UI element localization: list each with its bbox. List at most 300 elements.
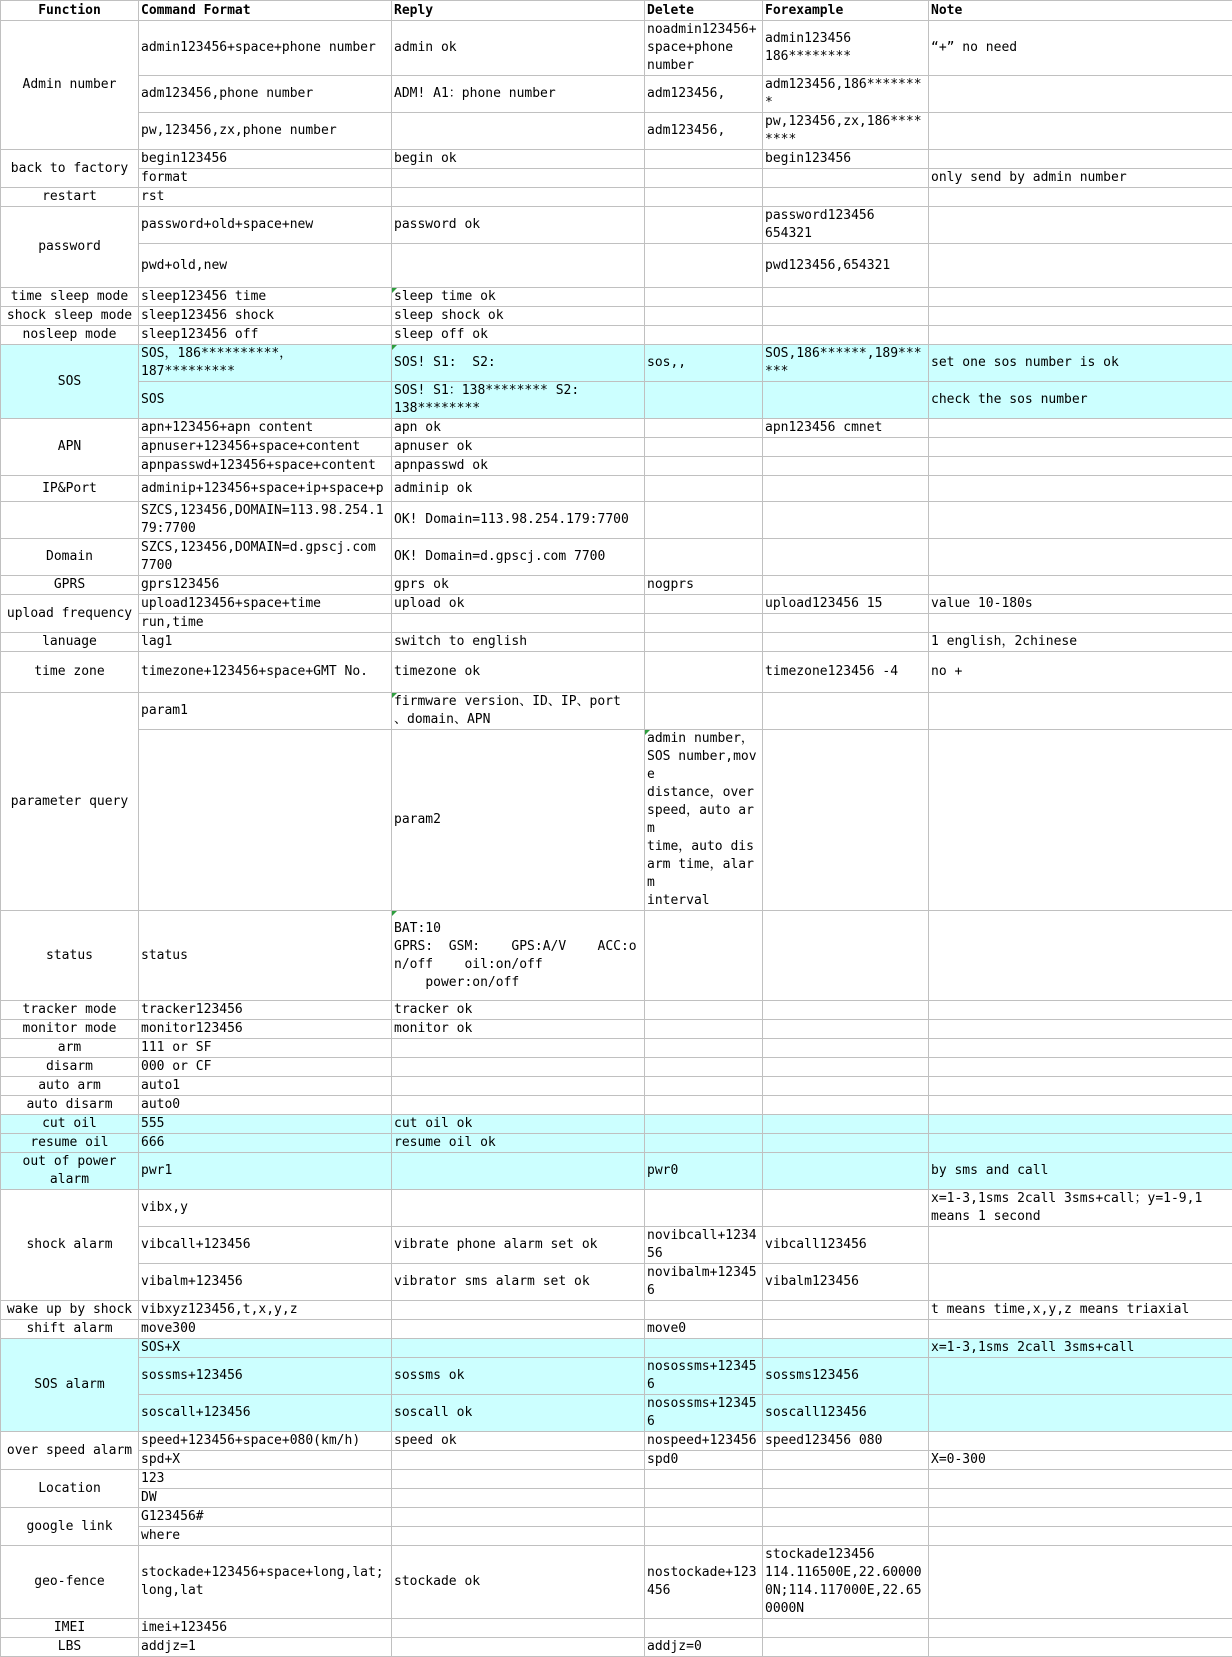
cell-reply <box>392 1096 645 1115</box>
cell-function: GPRS <box>1 576 139 595</box>
cell-forexample <box>763 1527 929 1546</box>
cell-forexample <box>763 1190 929 1227</box>
cell-command-format: upload123456+space+time <box>139 595 392 614</box>
cell-delete: noadmin123456+ space+phone number <box>645 21 763 76</box>
cell-delete: novibalm+12345 6 <box>645 1264 763 1301</box>
cell-command-format: vibalm+123456 <box>139 1264 392 1301</box>
cell-command-format: lag1 <box>139 633 392 652</box>
cell-command-format: vibx,y <box>139 1190 392 1227</box>
cell-forexample <box>763 1077 929 1096</box>
header-reply: Reply <box>392 1 645 21</box>
cell-command-format: apn+123456+apn content <box>139 419 392 438</box>
cell-note: x=1-3,1sms 2call 3sms+call；y=1-9,1 means 1 second <box>929 1190 1232 1227</box>
cell-forexample <box>763 614 929 633</box>
cell-command-format: password+old+space+new <box>139 207 392 244</box>
table-row <box>1 457 1232 476</box>
table-row <box>1 1395 1232 1432</box>
header-function: Function <box>1 1 139 21</box>
cell-forexample <box>763 576 929 595</box>
cell-command-format: adm123456,phone number <box>139 76 392 113</box>
table-row <box>1 419 1232 438</box>
cell-delete <box>645 539 763 576</box>
cell-function: time zone <box>1 652 139 693</box>
cell-delete: nosossms+12345 6 <box>645 1395 763 1432</box>
cell-function: out of power alarm <box>1 1153 139 1190</box>
cell-delete: spd0 <box>645 1451 763 1470</box>
cell-command-format: gprs123456 <box>139 576 392 595</box>
cell-reply <box>392 1320 645 1339</box>
table-row <box>1 345 1232 382</box>
cell-function: shock alarm <box>1 1190 139 1301</box>
cell-reply: apnpasswd ok <box>392 457 645 476</box>
cell-delete <box>645 307 763 326</box>
cell-forexample: apn123456 cmnet <box>763 419 929 438</box>
table-row <box>1 1546 1232 1619</box>
cell-function: APN <box>1 419 139 476</box>
cell-delete: nospeed+123456 <box>645 1432 763 1451</box>
cell-command-format: rst <box>139 188 392 207</box>
cell-delete <box>645 1134 763 1153</box>
cell-delete <box>645 1619 763 1638</box>
cell-function: password <box>1 207 139 288</box>
cell-note <box>929 1508 1232 1527</box>
cell-reply: sleep off ok <box>392 326 645 345</box>
cell-reply: tracker ok <box>392 1001 645 1020</box>
cell-forexample <box>763 1115 929 1134</box>
cell-reply <box>392 1039 645 1058</box>
cell-note <box>929 307 1232 326</box>
table-body <box>1 21 1232 1657</box>
cell-note <box>929 1395 1232 1432</box>
cell-command-format: SZCS,123456,DOMAIN=d.gpscj.com 7700 <box>139 539 392 576</box>
cell-forexample <box>763 438 929 457</box>
cell-function: IMEI <box>1 1619 139 1638</box>
cell-forexample <box>763 457 929 476</box>
cell-reply: speed ok <box>392 1432 645 1451</box>
cell-function: wake up by shock <box>1 1301 139 1320</box>
cell-function: monitor mode <box>1 1020 139 1039</box>
cell-forexample: vibcall123456 <box>763 1227 929 1264</box>
cell-note: 1 english，2chinese <box>929 633 1232 652</box>
cell-reply: sossms ok <box>392 1358 645 1395</box>
cell-command-format: format <box>139 169 392 188</box>
table-row <box>1 1153 1232 1190</box>
cell-forexample: speed123456 080 <box>763 1432 929 1451</box>
cell-delete <box>645 614 763 633</box>
cell-note: set one sos number is ok <box>929 345 1232 382</box>
cell-command-format: param1 <box>139 693 392 730</box>
cell-forexample <box>763 1470 929 1489</box>
table-row <box>1 595 1232 614</box>
table-row <box>1 911 1232 1001</box>
cell-note <box>929 1638 1232 1657</box>
cell-command-format: G123456# <box>139 1508 392 1527</box>
cell-delete <box>645 188 763 207</box>
cell-delete <box>645 633 763 652</box>
cell-forexample <box>763 188 929 207</box>
cell-reply <box>392 1638 645 1657</box>
table-row <box>1 76 1232 113</box>
cell-reply: begin ok <box>392 150 645 169</box>
cell-note <box>929 576 1232 595</box>
table-row <box>1 1451 1232 1470</box>
cell-note <box>929 1320 1232 1339</box>
cell-note <box>929 1527 1232 1546</box>
cell-reply: adminip ok <box>392 476 645 502</box>
cell-delete: nosossms+12345 6 <box>645 1358 763 1395</box>
cell-function <box>1 502 139 539</box>
cell-note <box>929 539 1232 576</box>
cell-note <box>929 207 1232 244</box>
cell-forexample <box>763 539 929 576</box>
cell-forexample: stockade123456 114.116500E,22.60000 0N;114.117000E,22.65 0000N <box>763 1546 929 1619</box>
cell-function: nosleep mode <box>1 326 139 345</box>
cell-reply: resume oil ok <box>392 1134 645 1153</box>
cell-note: by sms and call <box>929 1153 1232 1190</box>
cell-function: LBS <box>1 1638 139 1657</box>
cell-forexample <box>763 476 929 502</box>
cell-note <box>929 1358 1232 1395</box>
cell-reply: cut oil ok <box>392 1115 645 1134</box>
table-row <box>1 1264 1232 1301</box>
cell-reply: apn ok <box>392 419 645 438</box>
cell-forexample: admin123456 186******** <box>763 21 929 76</box>
table-row <box>1 1077 1232 1096</box>
cell-note <box>929 419 1232 438</box>
cell-note <box>929 1077 1232 1096</box>
cell-command-format: SZCS,123456,DOMAIN=113.98.254.1 79:7700 <box>139 502 392 539</box>
cell-note <box>929 693 1232 730</box>
cell-forexample <box>763 307 929 326</box>
table-row <box>1 1508 1232 1527</box>
cell-forexample <box>763 1508 929 1527</box>
cell-forexample <box>763 326 929 345</box>
cell-delete <box>645 288 763 307</box>
cell-forexample <box>763 1301 929 1320</box>
cell-forexample: vibalm123456 <box>763 1264 929 1301</box>
cell-reply: vibrate phone alarm set ok <box>392 1227 645 1264</box>
cell-delete: adm123456, <box>645 113 763 150</box>
cell-note: only send by admin number <box>929 169 1232 188</box>
cell-command-format: adminip+123456+space+ip+space+p <box>139 476 392 502</box>
table-row <box>1 1320 1232 1339</box>
cell-command-format: pwr1 <box>139 1153 392 1190</box>
cell-command-format: addjz=1 <box>139 1638 392 1657</box>
cell-function: SOS alarm <box>1 1339 139 1432</box>
cell-command-format: DW <box>139 1489 392 1508</box>
table-row <box>1 288 1232 307</box>
cell-reply <box>392 1058 645 1077</box>
cell-note <box>929 1058 1232 1077</box>
cell-delete <box>645 1115 763 1134</box>
table-row <box>1 614 1232 633</box>
cell-forexample <box>763 1020 929 1039</box>
cell-command-format: spd+X <box>139 1451 392 1470</box>
cell-function: back to factory <box>1 150 139 188</box>
cell-function: auto arm <box>1 1077 139 1096</box>
cell-function: Admin number <box>1 21 139 150</box>
cell-delete <box>645 169 763 188</box>
cell-note <box>929 1115 1232 1134</box>
header-delete: Delete <box>645 1 763 21</box>
cell-reply: admin number，SOS number,move distance，overspeed，auto arm time，auto disarm time，alarm interval <box>645 730 763 911</box>
header-command-format: Command Format <box>139 1 392 21</box>
table-row <box>1 1432 1232 1451</box>
cell-delete <box>645 1020 763 1039</box>
table-row <box>1 693 1232 730</box>
cell-function: SOS <box>1 345 139 419</box>
cell-command-format: status <box>139 911 392 1001</box>
cell-note <box>929 188 1232 207</box>
cell-command-format: imei+123456 <box>139 1619 392 1638</box>
cell-reply: BAT:10 GPRS: GSM: GPS:A/V ACC:o n/off oil:on/off power:on/off <box>392 911 645 1001</box>
table-row <box>1 150 1232 169</box>
cell-reply: OK! Domain=d.gpscj.com 7700 <box>392 539 645 576</box>
cell-forexample: pw,123456,zx,186**** **** <box>763 113 929 150</box>
cell-delete <box>645 1001 763 1020</box>
cell-note <box>929 1134 1232 1153</box>
table-row <box>1 1619 1232 1638</box>
cell-command-format: 555 <box>139 1115 392 1134</box>
cell-forexample <box>763 1001 929 1020</box>
cell-note: check the sos number <box>929 382 1232 419</box>
cell-delete <box>645 1039 763 1058</box>
cell-command-format: timezone+123456+space+GMT No. <box>139 652 392 693</box>
table-row <box>1 169 1232 188</box>
cell-command-format: run,time <box>139 614 392 633</box>
cell-note <box>929 76 1232 113</box>
cell-reply <box>392 188 645 207</box>
cell-reply <box>392 169 645 188</box>
cell-delete <box>645 1058 763 1077</box>
cell-note <box>929 1227 1232 1264</box>
cell-note <box>929 1020 1232 1039</box>
cell-reply: soscall ok <box>392 1395 645 1432</box>
cell-reply: monitor ok <box>392 1020 645 1039</box>
cell-reply <box>392 1301 645 1320</box>
table-row <box>1 1058 1232 1077</box>
cell-command-format: pw,123456,zx,phone number <box>139 113 392 150</box>
cell-command-format: soscall+123456 <box>139 1395 392 1432</box>
cell-command-format: sleep123456 shock <box>139 307 392 326</box>
cell-reply: ADM! A1：phone number <box>392 76 645 113</box>
cell-forexample: SOS,186******,189*** *** <box>763 345 929 382</box>
cell-note <box>929 476 1232 502</box>
table-row <box>1 1134 1232 1153</box>
cell-forexample <box>763 1096 929 1115</box>
table-row <box>1 1638 1232 1657</box>
cell-function: status <box>1 911 139 1001</box>
cell-delete <box>645 150 763 169</box>
cell-note <box>929 1619 1232 1638</box>
cell-delete <box>645 1470 763 1489</box>
table-row <box>1 1227 1232 1264</box>
cell-forexample <box>763 1058 929 1077</box>
cell-reply: admin ok <box>392 21 645 76</box>
cell-forexample <box>763 382 929 419</box>
cell-note <box>929 614 1232 633</box>
table-row <box>1 476 1232 502</box>
cell-delete <box>645 502 763 539</box>
table-row <box>1 1470 1232 1489</box>
cell-reply <box>392 1508 645 1527</box>
cell-forexample <box>763 1638 929 1657</box>
table-row <box>1 188 1232 207</box>
table-row <box>1 21 1232 76</box>
cell-command-format: auto0 <box>139 1096 392 1115</box>
cell-delete <box>645 419 763 438</box>
cell-function: tracker mode <box>1 1001 139 1020</box>
cell-forexample <box>763 1039 929 1058</box>
cell-delete <box>645 476 763 502</box>
cell-delete: novibcall+1234 56 <box>645 1227 763 1264</box>
cell-function: restart <box>1 188 139 207</box>
cell-reply <box>392 1489 645 1508</box>
cell-forexample <box>763 633 929 652</box>
cell-note <box>929 1264 1232 1301</box>
cell-function: shock sleep mode <box>1 307 139 326</box>
cell-delete <box>763 730 929 911</box>
cell-delete <box>645 595 763 614</box>
cell-delete <box>645 1096 763 1115</box>
cell-function: cut oil <box>1 1115 139 1134</box>
cell-reply: switch to english <box>392 633 645 652</box>
cell-command-format: SOS <box>139 382 392 419</box>
cell-delete: nogprs <box>645 576 763 595</box>
cell-note: t means time,x,y,z means triaxial <box>929 1301 1232 1320</box>
cell-function: disarm <box>1 1058 139 1077</box>
table-row <box>1 207 1232 244</box>
cell-command-format: move300 <box>139 1320 392 1339</box>
cell-reply <box>392 1470 645 1489</box>
cell-forexample <box>763 288 929 307</box>
cell-command-format: 111 or SF <box>139 1039 392 1058</box>
cell-forexample <box>763 1489 929 1508</box>
cell-forexample: timezone123456 -4 <box>763 652 929 693</box>
cell-function: geo-fence <box>1 1546 139 1619</box>
table-row <box>1 502 1232 539</box>
table-row <box>1 1301 1232 1320</box>
cell-forexample: soscall123456 <box>763 1395 929 1432</box>
cell-reply <box>392 1527 645 1546</box>
table-row <box>1 539 1232 576</box>
table-row <box>1 1096 1232 1115</box>
cell-reply <box>392 244 645 288</box>
cell-delete: move0 <box>645 1320 763 1339</box>
cell-delete <box>645 457 763 476</box>
cell-reply: upload ok <box>392 595 645 614</box>
cell-reply <box>392 1153 645 1190</box>
header-forexample: Forexample <box>763 1 929 21</box>
cell-note <box>929 1432 1232 1451</box>
cell-delete <box>645 438 763 457</box>
cell-reply: SOS! S1：138******** S2: 138******** <box>392 382 645 419</box>
cell-delete: sos,, <box>645 345 763 382</box>
table-row <box>1 1489 1232 1508</box>
cell-function <box>139 730 392 911</box>
cell-note <box>929 911 1232 1001</box>
cell-note <box>929 326 1232 345</box>
cell-forexample: upload123456 15 <box>763 595 929 614</box>
cell-delete: adm123456, <box>645 76 763 113</box>
table-row <box>1 1190 1232 1227</box>
cell-function: arm <box>1 1039 139 1058</box>
cell-function: upload frequency <box>1 595 139 633</box>
cell-forexample <box>763 1339 929 1358</box>
cell-delete: nostockade+123 456 <box>645 1546 763 1619</box>
cell-reply <box>392 1451 645 1470</box>
cell-note <box>929 113 1232 150</box>
cell-note: no + <box>929 652 1232 693</box>
table-row <box>1 633 1232 652</box>
cell-command-format: vibxyz123456,t,x,y,z <box>139 1301 392 1320</box>
cell-reply: password ok <box>392 207 645 244</box>
table-row <box>1 1115 1232 1134</box>
cell-note <box>929 1001 1232 1020</box>
cell-reply <box>392 614 645 633</box>
cell-reply: OK! Domain=113.98.254.179:7700 <box>392 502 645 539</box>
cell-delete <box>645 207 763 244</box>
cell-delete <box>645 1301 763 1320</box>
cell-forexample <box>763 1451 929 1470</box>
cell-delete: addjz=0 <box>645 1638 763 1657</box>
cell-note <box>929 1470 1232 1489</box>
table-row <box>1 1527 1232 1546</box>
cell-delete <box>645 382 763 419</box>
header-row <box>1 1 1232 21</box>
cell-forexample: password123456 654321 <box>763 207 929 244</box>
cell-note: X=0-300 <box>929 1451 1232 1470</box>
cell-command-format: pwd+old,new <box>139 244 392 288</box>
cell-forexample <box>763 1134 929 1153</box>
cell-forexample: pwd123456,654321 <box>763 244 929 288</box>
cell-command-format: vibcall+123456 <box>139 1227 392 1264</box>
cell-delete <box>645 1489 763 1508</box>
table-row <box>1 326 1232 345</box>
table-row <box>1 1339 1232 1358</box>
cell-note: x=1-3,1sms 2call 3sms+call <box>929 1339 1232 1358</box>
table-row <box>1 1001 1232 1020</box>
table-row <box>1 1020 1232 1039</box>
table-row <box>1 730 1232 911</box>
cell-forexample <box>929 730 1232 911</box>
cell-forexample <box>763 693 929 730</box>
cell-forexample: begin123456 <box>763 150 929 169</box>
cell-command-format: apnpasswd+123456+space+content <box>139 457 392 476</box>
cell-note <box>929 1096 1232 1115</box>
cell-delete <box>645 326 763 345</box>
cell-function: time sleep mode <box>1 288 139 307</box>
cell-forexample <box>763 169 929 188</box>
cell-delete <box>645 1190 763 1227</box>
cell-command-format: sossms+123456 <box>139 1358 392 1395</box>
cell-note <box>929 288 1232 307</box>
cell-delete <box>645 1527 763 1546</box>
cell-note <box>929 1546 1232 1619</box>
cell-reply <box>392 1339 645 1358</box>
cell-function: parameter query <box>1 693 139 911</box>
cell-reply: sleep shock ok <box>392 307 645 326</box>
table-row <box>1 438 1232 457</box>
cell-reply: SOS! S1: S2: <box>392 345 645 382</box>
cell-reply <box>392 1190 645 1227</box>
cell-delete <box>645 911 763 1001</box>
header-note: Note <box>929 1 1232 21</box>
table-row <box>1 113 1232 150</box>
cell-reply: firmware version、ID、IP、port 、domain、APN <box>392 693 645 730</box>
cell-command-format: 000 or CF <box>139 1058 392 1077</box>
cell-function: shift alarm <box>1 1320 139 1339</box>
